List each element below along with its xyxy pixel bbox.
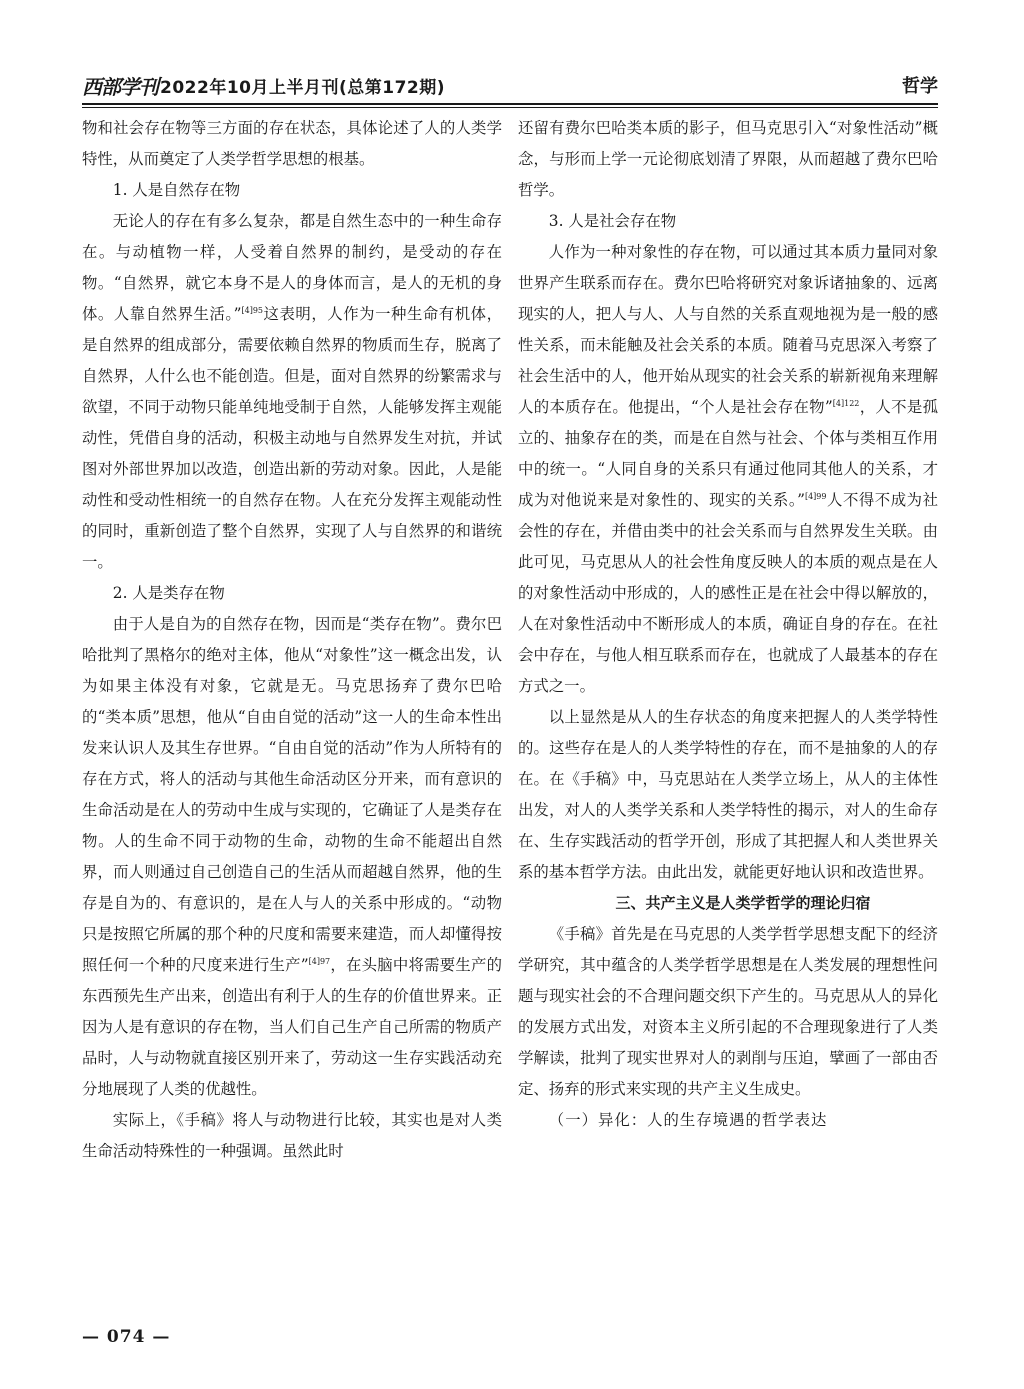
citation-ref: [4]97 [308, 956, 331, 966]
paragraph-text: （一）异化：人的生存境遇的哲学表达 [548, 1111, 828, 1129]
paragraph-text: 《手稿》首先是在马克思的人类学哲学思想支配下的经济学研究，其中蕴含的人类学哲学思想是在人类发展的理想性问题与现实社会的不合理问题交织下产生的。马克思从人的异化的发展方式出发，对资本主义所引起的不合理现象进行了人类学解读，批判了现实世界对人的剥削与压迫，擘画了一部由否定、扬弃的形式来实现的共产主义生成史。 [518, 925, 938, 1098]
issue-info: 2022年10月上半月刊(总第172期) [160, 77, 445, 98]
page-header [82, 68, 938, 102]
citation-ref: [4]99 [804, 491, 827, 501]
subheading [518, 206, 938, 237]
paragraph-text: 无论人的存在有多么复杂，都是自然生态中的一种生命存在。与动植物一样，人受着自然界的制约，是受动的存在物。“自然界，就它本身不是人的身体而言，是人的无机的身体。人靠自然界生活。” [82, 212, 502, 323]
paragraph-text: 物和社会存在物等三方面的存在状态，具体论述了人的人类学特性，从而奠定了人类学哲学思想的根基。 [82, 119, 502, 168]
citation-ref: [4]122 [832, 398, 860, 408]
header-rule-thin [82, 107, 938, 108]
right-column [518, 113, 938, 1136]
paragraph [82, 1105, 502, 1167]
paragraph-text: 实际上，《手稿》将人与动物进行比较，其实也是对人类生命活动特殊性的一种强调。虽然此时 [82, 1111, 502, 1160]
paragraph [518, 919, 938, 1105]
section-heading [518, 888, 938, 919]
left-column [82, 113, 502, 1167]
paragraph-text: 由于人是自为的自然存在物，因而是“类存在物”。费尔巴哈批判了黑格尔的绝对主体，他从“对象性”这一概念出发，认为如果主体没有对象，它就是无。马克思扬弃了费尔巴哈的“类本质”思想，他从“自由自觉的活动”这一人的生命本性出发来认识人及其生存世界。“自由自觉的活动”作为人所特有的存在方式，将人的活动与其他生命活动区分开来，而有意识的生命活动是在人的劳动中生成与实现的，它确证了人是类存在物。人的生命不同于动物的生命，动物的生命不能超出自然界，而人则通过自己创造自己的生活从而超越自然界，他的生存是自为的、有意识的，是在人与人的关系中形成的。“动物只是按照它所属的那个种的尺度和需要来建造，而人却懂得按照任何一个种的尺度来进行生产” [82, 615, 502, 974]
paragraph-text: 三、共产主义是人类学哲学的理论归宿 [615, 894, 871, 912]
paragraph-text: 人作为一种对象性的存在物，可以通过其本质力量同对象世界产生联系而存在。费尔巴哈将研究对象诉诸抽象的、远离现实的人，把人与人、人与自然的关系直观地视为是一般的感性关系，而未能触及社会关系的本质。随着马克思深入考察了社会生活中的人，他开始从现实的社会关系的崭新视角来理解人的本质存在。他提出，“个人是社会存在物” [518, 243, 938, 416]
paragraph-text: 还留有费尔巴哈类本质的影子，但马克思引入“对象性活动”概念，与形而上学一元论彻底划清了界限，从而超越了费尔巴哈哲学。 [518, 119, 938, 199]
paragraph-text: 2. 人是类存在物 [112, 584, 225, 602]
subheading [82, 578, 502, 609]
paragraph-text: 这表明，人作为一种生命有机体，是自然界的组成部分，需要依赖自然界的物质而生存，脱离了自然界，人什么也不能创造。但是，面对自然界的纷繁需求与欲望，不同于动物只能单纯地受制于自然，人能够发挥主观能动性，凭借自身的活动，积极主动地与自然界发生对抗，并试图对外部世界加以改造，创造出新的劳动对象。因此，人是能动性和受动性相统一的自然存在物。人在充分发挥主观能动性的同时，重新创造了整个自然界，实现了人与自然界的和谐统一。 [82, 305, 502, 571]
journal-logo: 西部学刊 [82, 74, 158, 99]
paragraph-text: ，人不是孤立的、抽象存在的类，而是在自然与社会、个体与类相互作用中的统一。“人同自身的关系只有通过他同其他人的关系，才成为对他说来是对象性的、现实的关系。” [518, 398, 938, 509]
section-name: 哲学 [902, 76, 938, 97]
paragraph-continued [82, 113, 502, 175]
paragraph [518, 702, 938, 888]
paragraph-text: 3. 人是社会存在物 [548, 212, 677, 230]
page-number: — 074 — [82, 1327, 171, 1347]
paragraph-text: 1. 人是自然存在物 [112, 181, 241, 199]
header-left [82, 71, 445, 100]
citation-ref: [4]95 [241, 305, 264, 315]
paragraph [82, 206, 502, 578]
paragraph-text: 人不得不成为社会性的存在，并借由类中的社会关系而与自然界发生关联。由此可见，马克思从人的社会性角度反映人的本质的观点是在人的对象性活动中形成的，人的感性正是在社会中得以解放的，人在对象性活动中不断形成人的本质，确证自身的存在。在社会中存在，与他人相互联系而存在，也就成了人最基本的存在方式之一。 [518, 491, 938, 695]
paragraph-text: ，在头脑中将需要生产的东西预先生产出来，创造出有利于人的生存的价值世界来。正因为人是有意识的存在物，当人们自己生产自己所需的物质产品时，人与动物就直接区别开来了，劳动这一生存实践活动充分地展现了人类的优越性。 [82, 956, 502, 1098]
paragraph-continued [518, 113, 938, 206]
header-rule-thick [82, 103, 938, 105]
subheading [82, 175, 502, 206]
paragraph [518, 237, 938, 702]
paragraph-text: 以上显然是从人的生存状态的角度来把握人的人类学特性的。这些存在是人的人类学特性的存在，而不是抽象的人的存在。在《手稿》中，马克思站在人类学立场上，从人的主体性出发，对人的人类学关系和人类学特性的揭示，对人的生命存在、生存实践活动的哲学开创，形成了其把握人和人类世界关系的基本哲学方法。由此出发，就能更好地认识和改造世界。 [518, 708, 938, 881]
subsection-heading [518, 1105, 938, 1136]
paragraph [82, 609, 502, 1105]
